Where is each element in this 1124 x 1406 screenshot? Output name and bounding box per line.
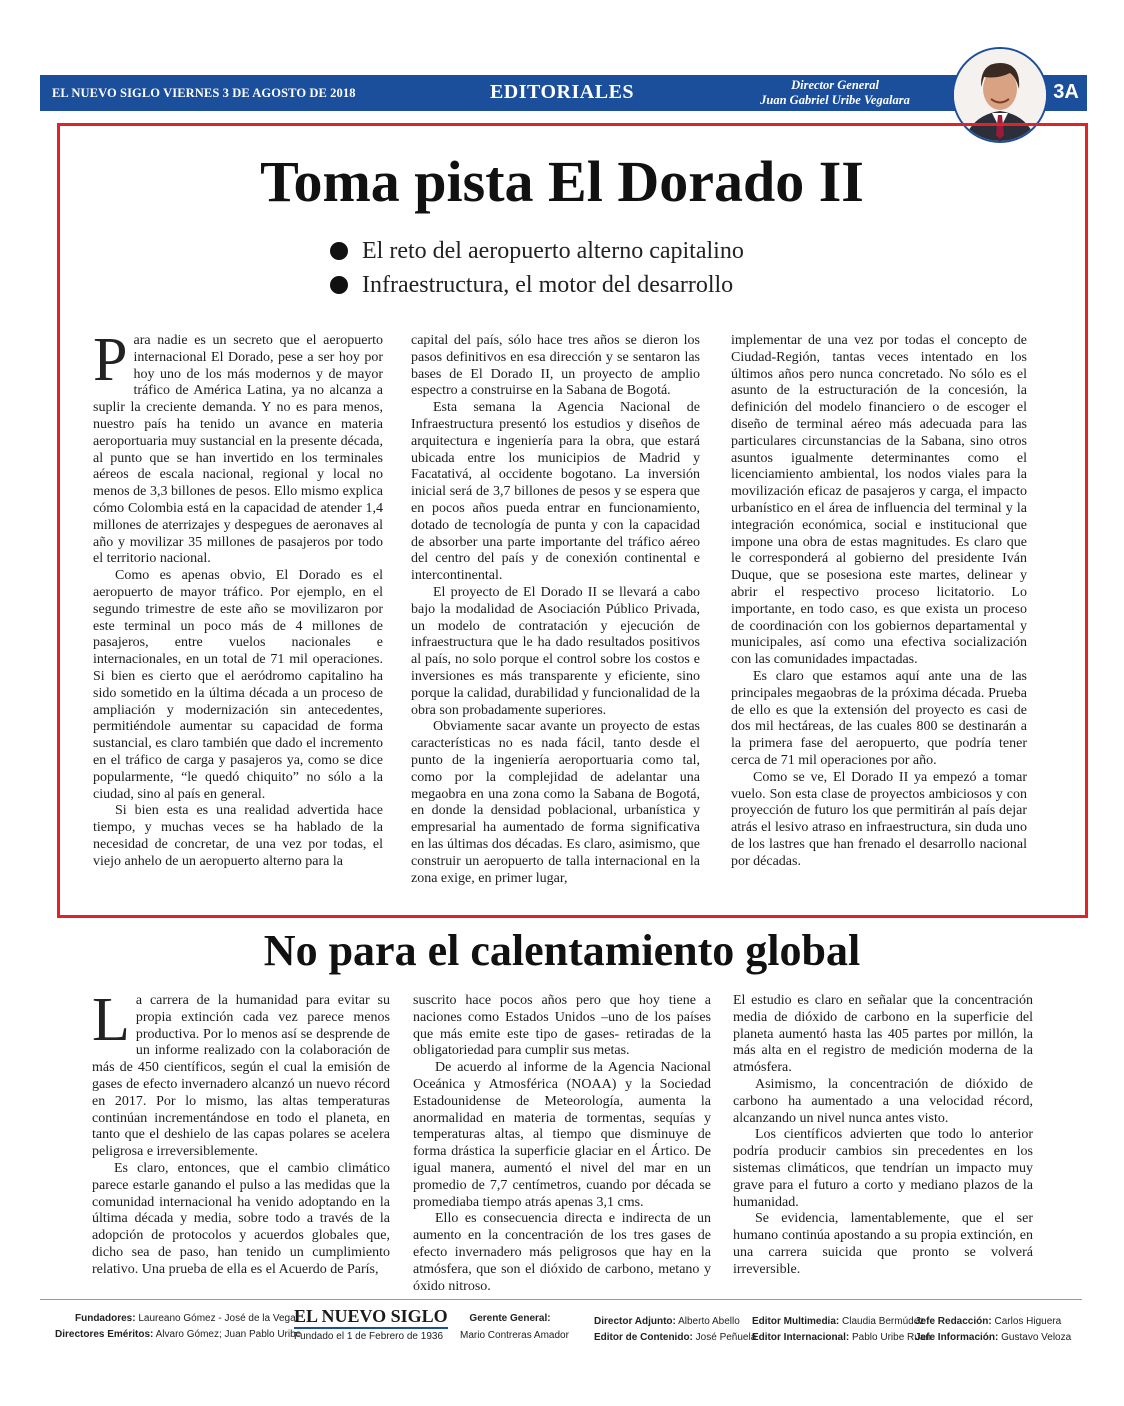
footer-label: Fundadores:: [75, 1313, 136, 1324]
footer-contenido: [594, 1332, 756, 1343]
paragraph: Obviamente sacar avante un proyecto de estas características no es nada fácil, tanto desde el punto de la ingeniería aeroportuaria como tal, como por la complejidad de adelantar una megaobra en una zona como la Sabana de Bogotá, en donde la densidad poblacional, urbanística y empresarial ha aumentado de forma significativa en las últimas dos décadas. Es claro, asimismo, que construir un aeropuerto de talla internacional en la zona exige, en primer lugar,: [411, 719, 700, 886]
paragraph: suscrito hace pocos años pero que hoy tiene a naciones como Estados Unidos –uno de los países que más emite este tipo de gases- retiradas de la obligatoriedad para cumplir sus metas.: [413, 993, 711, 1059]
footer-value: Laureano Gómez - José de la Vega: [138, 1313, 296, 1324]
footer-label: Directores Eméritos:: [55, 1329, 154, 1340]
paragraph: capital del país, sólo hace tres años se dieron los pasos definitivos en esa dirección y se sentaron las bases de El Dorado II, un proyecto de amplio espectro a construirse en la Sabana de Bogotá.: [411, 333, 700, 399]
paragraph: a carrera de la humanidad para evitar su propia extinción cada vez parece menos productiva. Por lo menos así se desprende de un informe realizado con la colaboración de más de 450 científicos, según el cual la emisión de gases de efecto invernadero alcanzó un nuevo récord en 2017. Por lo mismo, las altas temperaturas continúan incrementándose en todo el planeta, en tanto que el deshielo de las capas polares se acelera peligrosa e irreversiblemente.: [92, 993, 390, 1160]
bullet-text: El reto del aeropuerto alterno capitalino: [362, 238, 744, 264]
footer-adjunto: [594, 1316, 740, 1327]
bullet-icon: [330, 276, 348, 294]
paragraph: El proyecto de El Dorado II se llevará a cabo bajo la modalidad de Asociación Público Privada, un modelo de contratación y ejecución de infraestructura que le ha dado resultados positivos al país, no solo porque el control sobre los costos e inversiones es más transparente y eficiente, sino porque la calidad, durabilidad y funcionalidad de la obra son probadamente superiores.: [411, 584, 700, 718]
editorial-2-column-2: [413, 993, 711, 1295]
footer-gerente: [460, 1313, 569, 1341]
bullet-icon: [330, 242, 348, 260]
drop-cap: L: [92, 986, 130, 1054]
footer-label: Editor Internacional:: [752, 1332, 850, 1343]
footer-label: Editor de Contenido:: [594, 1332, 693, 1343]
paragraph: Es claro que estamos aquí ante una de las principales megaobras de la próxima década. Prueba de ello es que la extensión del proyecto es casi de dos mil hectáreas, de las cuales 800 se destinarán a la primera fase del aeropuerto, que podría tener cerca de 71 mil operaciones por año.: [731, 668, 1027, 768]
footer-label: Jefe Información:: [915, 1332, 999, 1343]
footer-label: Gerente General:: [469, 1313, 551, 1324]
footer-value: Carlos Higuera: [994, 1316, 1062, 1327]
paragraph: El estudio es claro en señalar que la concentración media de dióxido de carbono en la superficie del planeta aumentó hasta las 405 partes por millón, la más alta en el registro de medición moderna de la atmósfera.: [733, 993, 1033, 1076]
paragraph: Es claro, entonces, que el cambio climático parece estarle ganando el pulso a las medidas que la comunidad internacional ha venido adoptando en la última década y media, sobre todo a través de la adopción de protocolos y acuerdos globales que, dicho sea de paso, han tenido un cumplimiento relativo. Una prueba de ella es el Acuerdo de París,: [92, 1160, 390, 1277]
paragraph: Asimismo, la concentración de dióxido de carbono ha aumentado a una velocidad récord, alcanzando un nivel nunca antes visto.: [733, 1076, 1033, 1126]
footer-internacional: [752, 1332, 931, 1343]
footer-founded: Fundado el 1 de Febrero de 1936: [294, 1331, 443, 1342]
director-credit: [730, 78, 940, 108]
footer-value: José Peñuela: [695, 1332, 757, 1343]
paragraph: Esta semana la Agencia Nacional de Infraestructura presentó los estudios y diseños de arquitectura e ingeniería para la obra, que estará ubicada entre los municipios de Madrid y Facatativá, al occidente bogotano. La inversión inicial será de 3,7 billones de pesos y se espera que en pocos años pueda entrar en funcionamiento, dotado de tecnología de punta y con la capacidad de absorber una parte importante del tráfico aéreo del centro del país y de conexión continental e intercontinental.: [411, 400, 700, 584]
paragraph: Como se ve, El Dorado II ya empezó a tomar vuelo. Son esta clase de proyectos ambiciosos y con proyección de futuro los que permitirán al país dejar atrás el lesivo atraso en infraestructura, sin duda uno de los lastres que han frenado el desarrollo nacional por décadas.: [731, 769, 1027, 869]
footer-emeritos: [55, 1329, 301, 1340]
footer-label: Director Adjunto:: [594, 1316, 676, 1327]
director-name: Juan Gabriel Uribe Vegalara: [760, 93, 910, 107]
editorial-1-column-2: [411, 333, 700, 887]
editorial-2-column-1: [92, 986, 390, 1279]
editorial-1-title: Toma pista El Dorado II: [260, 149, 864, 214]
editorial-2-title: No para el calentamiento global: [263, 926, 861, 975]
footer-divider: [40, 1299, 1082, 1300]
paragraph: Los científicos advierten que todo lo anterior podría producir cambios sin precedentes en los sistemas climáticos, que tendrían un impacto muy grave para el futuro a corto y mediano plazos de la humanidad.: [733, 1127, 1033, 1210]
footer-fundadores: [75, 1313, 296, 1324]
footer-label: Editor Multimedia:: [752, 1316, 840, 1327]
footer-value: Alberto Abello: [678, 1316, 740, 1327]
page-number: 3A: [1053, 81, 1079, 103]
bullet-text: Infraestructura, el motor del desarrollo: [362, 272, 734, 298]
editorial-1-bullet-2: [330, 272, 733, 299]
paragraph: Si bien esta es una realidad advertida hace tiempo, y muchas veces se ha hablado de la necesidad de concretar, de una vez por todas, el viejo anhelo de un aeropuerto alterno para la: [93, 803, 383, 869]
paragraph: De acuerdo al informe de la Agencia Nacional Oceánica y Atmosférica (NOAA) y la Sociedad Estadounidense de Meteorología, aumenta la anormalidad en materia de tormentas, sequías y temperaturas altas, al tiempo que disminuye de forma drástica la superficie glaciar en el Ártico. De igual manera, aumentó el nivel del mar en un promedio de 7,7 centímetros, cuando por década se promediaba tiempo atrás apenas 3,1 cms.: [413, 1060, 711, 1210]
footer-redaccion: [915, 1316, 1061, 1327]
footer-multimedia: [752, 1316, 924, 1327]
masthead-logo: EL NUEVO SIGLO: [294, 1306, 448, 1329]
editorial-1-column-1: [93, 326, 383, 871]
drop-cap: P: [93, 326, 128, 394]
footer-value: Mario Contreras Amador: [460, 1330, 569, 1341]
editorial-1-bullet-1: [330, 238, 744, 265]
editorial-1-column-3: [731, 333, 1027, 871]
footer-value: Gustavo Veloza: [1001, 1332, 1072, 1343]
footer-value: Alvaro Gómez; Juan Pablo Uribe: [155, 1329, 302, 1340]
footer-informacion: [915, 1332, 1071, 1343]
paragraph: implementar de una vez por todas el concepto de Ciudad-Región, tantas veces intentado en los últimos años pero nunca concretado. No sólo es el asunto de la estructuración de la concesión, la definición del modelo financiero o de escoger el diseño de terminal aéreo más adecuada para las particulares circunstancias de la Sabana, sino otros asuntos igualmente determinantes como el licenciamiento ambiental, los nodos viales para la movilización eficaz de pasajeros y carga, el impacto urbanístico en el área de influencia del terminal y la integración económica, social e institucional que impone una obra de estas magnitudes. Es claro que le corresponderá al gobierno del presidente Iván Duque, que se posesiona este martes, delinear y abrir el respectivo proceso licitatorio. Lo importante, en todo caso, es que exista un proceso de coordinación con los gobiernos departamental y municipales, así como una efectiva socialización con las comunidades impactadas.: [731, 333, 1027, 668]
director-title: Director General: [791, 78, 879, 92]
paragraph: Como es apenas obvio, El Dorado es el aeropuerto de mayor tráfico. Por ejemplo, en el segundo trimestre de este año se movilizaron por este terminal un poco más de 4 millones de pasajeros, entre vuelos nacionales e internacionales, en un total de 71 mil operaciones. Si bien es cierto que el aeródromo capitalino ha sido sometido en la última década a un proceso de ampliación y modernización sin antecedentes, permitiéndole aumentar su capacidad de forma sustancial, es claro también que dado el incremento en el tráfico de carga y pasajeros ya, como se dice popularmente, “le quedó chiquito” no sólo a la ciudad, sino al país en general.: [93, 568, 383, 802]
editorial-2-column-3: [733, 993, 1033, 1279]
paragraph: Ello es consecuencia directa e indirecta de un aumento en la concentración de los tres gases de efecto invernadero más peligrosos que hay en la atmósfera, que son el dióxido de carbono, metano y óxido nitroso.: [413, 1211, 711, 1294]
paragraph: ara nadie es un secreto que el aeropuerto internacional El Dorado, pese a ser hoy por hoy uno de los más modernos y de mayor tráfico de América Latina, ya no alcanza a suplir la creciente demanda. Y no es para menos, nuestro país ha tenido un avance en materia aeroportuaria muy sustancial en la presente década, al punto que se han invertido en los terminales aéreos de escala nacional, regional y local no menos de 3,3 billones de pesos. Ello mismo explica cómo Colombia está en la capacidad de atender 1,4 millones de aterrizajes y despegues de aeronaves al año y movilizar 35 millones de pasajeros por todo el territorio nacional.: [93, 333, 383, 567]
header-date: EL NUEVO SIGLO VIERNES 3 DE AGOSTO DE 2018: [52, 86, 356, 100]
footer-label: Jefe Redacción:: [915, 1316, 992, 1327]
paragraph: Se evidencia, lamentablemente, que el ser humano continúa apostando a su propia extinción, en una carrera suicida que pronto se volverá irreversible.: [733, 1211, 1033, 1277]
footer-value: Claudia Bermúdez: [842, 1316, 925, 1327]
footer-value: Pablo Uribe Ruan: [852, 1332, 931, 1343]
section-title: EDITORIALES: [489, 81, 635, 103]
